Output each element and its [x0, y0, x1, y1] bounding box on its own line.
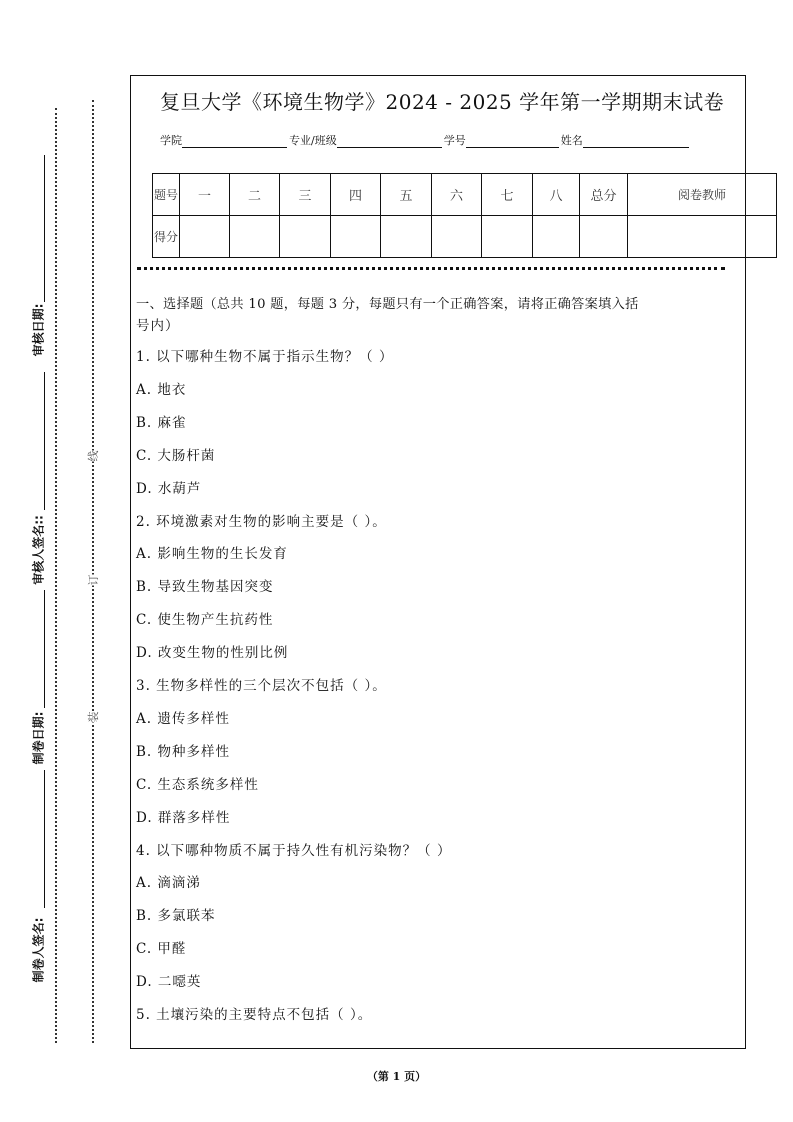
- score-cell[interactable]: [180, 216, 230, 258]
- page-title: 复旦大学《环境生物学》2024 - 2025 学年第一学期期末试卷: [160, 90, 725, 114]
- field-label: 学号: [443, 134, 466, 147]
- section-heading-cont: 号内）: [136, 318, 180, 334]
- major-class-field[interactable]: [337, 135, 442, 148]
- column-header: 一: [180, 174, 230, 216]
- reviewer-signature-label: 审核人签名::: [31, 515, 46, 585]
- question: 3. 生物多样性的三个层次不包括（ ）。: [136, 678, 387, 694]
- row-label: 得分: [153, 216, 180, 258]
- column-header: 七: [482, 174, 533, 216]
- score-cell[interactable]: [580, 216, 628, 258]
- score-cell[interactable]: [280, 216, 331, 258]
- binding-char: 装: [87, 711, 100, 723]
- score-table: [152, 173, 777, 258]
- answer-option: C. 大肠杆菌: [136, 447, 216, 464]
- answer-option: D. 水葫芦: [136, 480, 202, 497]
- question: 2. 环境激素对生物的影响主要是（ ）。: [136, 513, 387, 530]
- column-header: 四: [331, 174, 381, 216]
- answer-option: B. 多氯联苯: [136, 908, 216, 925]
- separator: [137, 267, 725, 270]
- answer-option: A. 滴滴涕: [136, 875, 201, 892]
- column-header: 二: [230, 174, 280, 216]
- column-header: 阅卷教师: [628, 174, 777, 216]
- review-date-label: 审核日期:: [31, 303, 46, 357]
- name-field[interactable]: [583, 135, 689, 148]
- binding-char: 线: [87, 450, 100, 462]
- student-id-field[interactable]: [466, 135, 559, 148]
- field-label: 专业/班级: [289, 134, 337, 147]
- answer-option: B. 导致生物基因突变: [136, 579, 274, 596]
- preparation-date-label: 制卷日期:: [31, 711, 46, 765]
- score-cell[interactable]: [331, 216, 381, 258]
- column-header: 总分: [580, 174, 628, 216]
- binding-char: 订: [87, 574, 100, 586]
- answer-option: A. 遗传多样性: [136, 710, 230, 727]
- question: 1. 以下哪种生物不属于指示生物？（ ）: [136, 349, 394, 365]
- field-label: 学院: [160, 134, 182, 147]
- answer-option: A. 影响生物的生长发育: [136, 546, 288, 563]
- question: 4. 以下哪种物质不属于持久性有机污染物？（ ）: [136, 842, 452, 859]
- answer-option: A. 地衣: [136, 381, 187, 398]
- cut-dotted-line: [92, 100, 94, 1043]
- question: 5. 土壤污染的主要特点不包括（ ）。: [136, 1007, 373, 1023]
- answer-option: C. 使生物产生抗药性: [136, 612, 274, 629]
- score-cell[interactable]: [628, 216, 777, 258]
- score-cell[interactable]: [381, 216, 432, 258]
- answer-option: C. 甲醛: [136, 941, 187, 958]
- row-label: 题号: [153, 174, 180, 216]
- answer-option: B. 麻雀: [136, 414, 187, 431]
- column-header: 六: [432, 174, 482, 216]
- section-heading: 一、选择题（总共 10 题，每题 3 分，每题只有一个正确答案，请将正确答案填入括: [136, 297, 639, 312]
- signature-line: [44, 590, 45, 708]
- column-header: 三: [280, 174, 331, 216]
- answer-option: D. 改变生物的性别比例: [136, 645, 289, 662]
- binding-dotted-line: [55, 108, 57, 1043]
- score-cell[interactable]: [230, 216, 280, 258]
- answer-option: D. 群落多样性: [136, 809, 231, 826]
- answer-option: B. 物种多样性: [136, 743, 231, 760]
- student-info-row: [160, 132, 691, 148]
- preparer-signature-label: 制卷人签名:: [31, 917, 46, 983]
- signature-line: [44, 770, 45, 908]
- score-cell[interactable]: [482, 216, 533, 258]
- college-field[interactable]: [182, 135, 287, 148]
- answer-option: C. 生态系统多样性: [136, 776, 259, 793]
- field-label: 姓名: [560, 134, 583, 147]
- column-header: 五: [381, 174, 432, 216]
- signature-line: [44, 372, 45, 510]
- page-number: （第 1 页）: [366, 1070, 427, 1083]
- answer-option: D. 二噁英: [136, 974, 202, 991]
- score-cell[interactable]: [432, 216, 482, 258]
- signature-line: [44, 155, 45, 302]
- column-header: 八: [533, 174, 580, 216]
- score-cell[interactable]: [533, 216, 580, 258]
